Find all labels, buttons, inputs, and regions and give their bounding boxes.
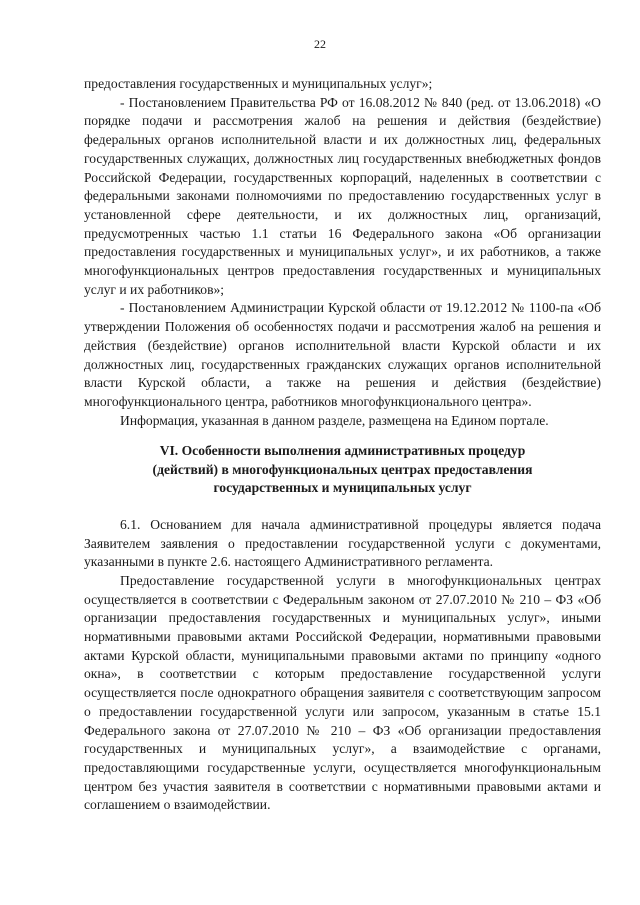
paragraph-6-1: 6.1. Основанием для начала административной процедуры является подача Заявителем заявления о предоставлении государственной услуги с документами, указанными в пункте 2.6. настоящего Административного регламента. (84, 516, 601, 570)
section-heading-line-2: (действий) в многофункциональных центрах предоставления (152, 461, 533, 477)
paragraph-info-portal: Информация, указанная в данном разделе, размещена на Едином портале. (120, 412, 549, 428)
paragraph-decree-840: - Постановлением Правительства РФ от 16.08.2012 № 840 (ред. от 13.06.2018) «О порядке подачи и рассмотрения жалоб на решения и действия (бездействие) федеральных органов исполнительной власти и их должностных лиц, федеральных государственных служащих, должностных лиц государственных внебюджетных фондов Российской Федерации, государственных корпораций, наделенных в соответствии с федеральными законами полномочиями по предоставлению государственных услуг в установленной сфере деятельности, и их должностных лиц, организаций, предусмотренных частью 1.1 статьи 16 Федерального закона «Об организации предоставления государственных и муниципальных услуг», и их работников, а также многофункциональных центров предоставления государственных и муниципальных услуг и их работников»; (84, 94, 601, 297)
document-body (84, 75, 601, 815)
paragraph-continuation: предоставления государственных и муниципальных услуг»; (84, 76, 433, 91)
paragraph-decree-1100: - Постановлением Администрации Курской области от 19.12.2012 № 1100-па «Об утверждении Положения об особенностях подачи и рассмотрения жалоб на решения и действия (бездействие) органов исполнительной власти Курской области и их должностных лиц, государственных гражданских служащих органов исполнительной власти Курской области, а также на решения и действия (бездействие) многофункционального центра, работников многофункционального центра». (84, 300, 601, 409)
page-number: 22 (314, 37, 326, 51)
section-heading-line-3: государственных и муниципальных услуг (213, 480, 472, 496)
paragraph-mfc: Предоставление государственной услуги в многофункциональных центрах осуществляется в соответствии с Федеральным законом от 27.07.2010 № 210 – ФЗ «Об организации предоставления государственных и муниципальных услуг», иными нормативными правовыми актами Российской Федерации, нормативными правовыми актами Курской области, муниципальными правовыми актами по принципу «одного окна», в соответствии с которым предоставление государственной услуги осуществляется после однократного обращения заявителя с соответствующим запросом о предоставлении государственной услуги или запросом, указанным в статье 15.1 Федерального закона от 27.07.2010 № 210 – ФЗ «Об организации предоставления государственных и муниципальных услуг», а взаимодействие с органами, предоставляющими государственные услуги, осуществляется многофункциональным центром без участия заявителя в соответствии с нормативными правовыми актами и соглашением о взаимодействии. (84, 572, 601, 813)
section-heading-line-1: VI. Особенности выполнения административных процедур (159, 443, 526, 459)
section-heading (84, 442, 601, 498)
